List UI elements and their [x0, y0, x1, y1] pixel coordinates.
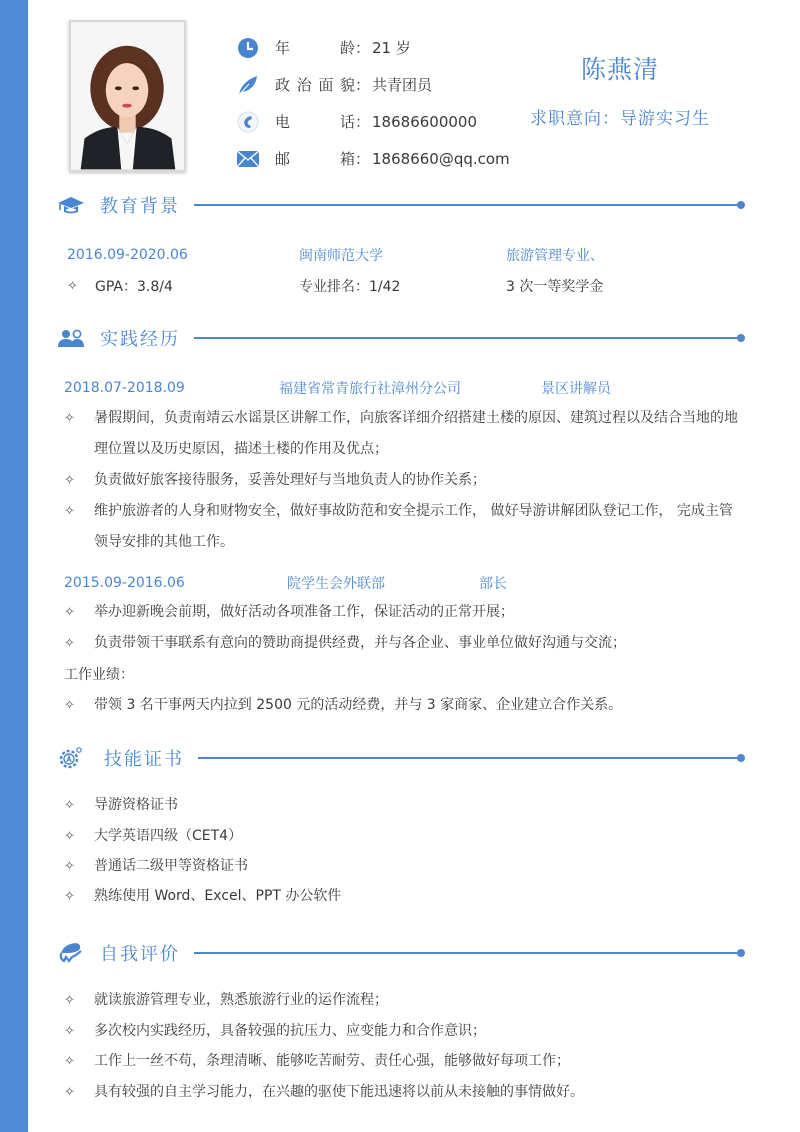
- education-rank: 专业排名：1/42: [299, 279, 401, 295]
- section-divider: [194, 337, 741, 339]
- job-header-row: [64, 377, 611, 399]
- job-bullet: ✧ 负责做好旅客接待服务，妥善处理好与当地负责人的协作关系；: [64, 465, 744, 496]
- education-award: 3 次一等奖学金: [506, 279, 604, 295]
- section-header-experience: [56, 323, 741, 353]
- info-value: 共青团员: [372, 76, 433, 94]
- handshake-icon: [56, 940, 86, 966]
- divider-dot: [737, 201, 745, 209]
- info-value: 21 岁: [372, 39, 411, 57]
- education-major: 旅游管理专业、: [506, 248, 604, 264]
- phone-icon: [236, 110, 260, 134]
- job-period: 2018.07-2018.09: [64, 380, 185, 396]
- bullet-star: ✧: [64, 411, 75, 426]
- education-period: 2016.09-2020.06: [67, 247, 188, 263]
- education-header-row: [67, 244, 604, 266]
- bullet-star: ✧: [64, 993, 75, 1008]
- job-role: 部长: [479, 576, 507, 592]
- left-sidebar-bar: [0, 0, 28, 1132]
- skill-item: ✧ 熟练使用 Word、Excel、PPT 办公软件: [64, 881, 744, 912]
- achievement-bullet: ✧ 带领 3 名干事两天内拉到 2500 元的活动经费，并与 3 家商家、企业建立合作关系。: [64, 690, 744, 721]
- job-intent: 求职意向：导游实习生: [530, 109, 710, 129]
- info-value: 1868660@qq.com: [372, 149, 510, 168]
- portrait-illustration: [71, 22, 184, 170]
- job-bullet: ✧ 举办迎新晚会前期，做好活动各项准备工作，保证活动的正常开展；: [64, 597, 744, 628]
- bullet-star: ✧: [64, 473, 75, 488]
- job-period: 2015.09-2016.06: [64, 575, 185, 591]
- self-eval-item: ✧ 多次校内实践经历，具备较强的抗压力、应变能力和合作意识；: [64, 1016, 744, 1047]
- info-label: 年龄: [275, 39, 355, 57]
- bullet-star: ✧: [64, 605, 75, 620]
- info-label: 邮箱: [275, 150, 355, 168]
- leaf-icon: [236, 73, 260, 97]
- self-eval-item: ✧ 工作上一丝不苟，条理清晰、能够吃苦耐劳、责任心强，能够做好每项工作；: [64, 1046, 744, 1077]
- section-header-education: [56, 190, 741, 220]
- job-org: 福建省常青旅行社漳州分公司: [279, 381, 461, 397]
- skill-item: ✧ 导游资格证书: [64, 790, 744, 821]
- people-icon: [56, 325, 86, 351]
- mail-icon: [236, 147, 260, 171]
- education-gpa: GPA：3.8/4: [95, 279, 173, 295]
- info-row-phone: 电话 ： 18686600000: [236, 103, 510, 140]
- section-divider: [198, 757, 741, 759]
- self-eval-item: ✧ 具有较强的自主学习能力，在兴趣的驱使下能迅速将以前从未接触的事情做好。: [64, 1077, 744, 1108]
- section-divider: [194, 204, 741, 206]
- section-title: 实践经历: [100, 329, 180, 350]
- job-org: 院学生会外联部: [287, 576, 385, 592]
- certificate-gear-icon: [56, 745, 86, 771]
- skill-item: ✧ 大学英语四级（CET4）: [64, 821, 744, 852]
- section-header-skills: [56, 743, 741, 773]
- section-title: 自我评价: [100, 944, 180, 965]
- bullet-star: ✧: [67, 278, 78, 294]
- info-label: 电话: [275, 113, 355, 131]
- profile-photo: [69, 20, 186, 172]
- job-bullet: ✧ 维护旅游者的人身和财物安全，做好事故防范和安全提示工作， 做好导游讲解团队登记工作， 完成主管领导安排的其他工作。: [64, 496, 744, 558]
- clock-icon: [236, 36, 260, 60]
- bullet-star: ✧: [64, 1024, 75, 1039]
- job-header-row: [64, 572, 507, 594]
- basic-info-list: [236, 29, 510, 177]
- bullet-star: ✧: [64, 1085, 75, 1100]
- education-school: 闽南师范大学: [299, 248, 383, 264]
- info-value: 18686600000: [372, 112, 477, 131]
- divider-dot: [737, 949, 745, 957]
- job-bullet: ✧ 负责带领干事联系有意向的赞助商提供经费，并与各企业、事业单位做好沟通与交流；: [64, 628, 744, 659]
- divider-dot: [737, 334, 745, 342]
- bullet-star: ✧: [64, 636, 75, 651]
- info-row-email: 邮箱 ： 1868660@qq.com: [236, 140, 510, 177]
- bullet-star: ✧: [64, 829, 75, 844]
- graduation-cap-icon: [56, 192, 86, 218]
- skill-item: ✧ 普通话二级甲等资格证书: [64, 851, 744, 882]
- section-divider: [194, 952, 741, 954]
- achievement-label: 工作业绩：: [64, 667, 134, 683]
- info-row-age: 年龄 ： 21 岁: [236, 29, 510, 66]
- info-row-political-status: 政治面貌 ： 共青团员: [236, 66, 510, 103]
- bullet-star: ✧: [64, 798, 75, 813]
- bullet-star: ✧: [64, 1054, 75, 1069]
- section-header-self-evaluation: [56, 938, 741, 968]
- divider-dot: [737, 754, 745, 762]
- bullet-star: ✧: [64, 889, 75, 904]
- job-role: 景区讲解员: [541, 381, 611, 397]
- education-detail-row: [67, 275, 603, 297]
- section-title: 教育背景: [100, 196, 180, 217]
- bullet-star: ✧: [64, 698, 75, 713]
- job-bullet: ✧ 暑假期间，负责南靖云水谣景区讲解工作，向旅客详细介绍搭建土楼的原因、建筑过程以及结合当地的地理位置以及历史原因，描述土楼的作用及优点；: [64, 403, 744, 465]
- bullet-star: ✧: [64, 859, 75, 874]
- bullet-star: ✧: [64, 504, 75, 519]
- section-title: 技能证书: [104, 749, 184, 770]
- info-label: 政治面貌: [275, 76, 355, 94]
- self-eval-item: ✧ 就读旅游管理专业，熟悉旅游行业的运作流程；: [64, 985, 744, 1016]
- candidate-name: 陈燕清: [580, 55, 659, 84]
